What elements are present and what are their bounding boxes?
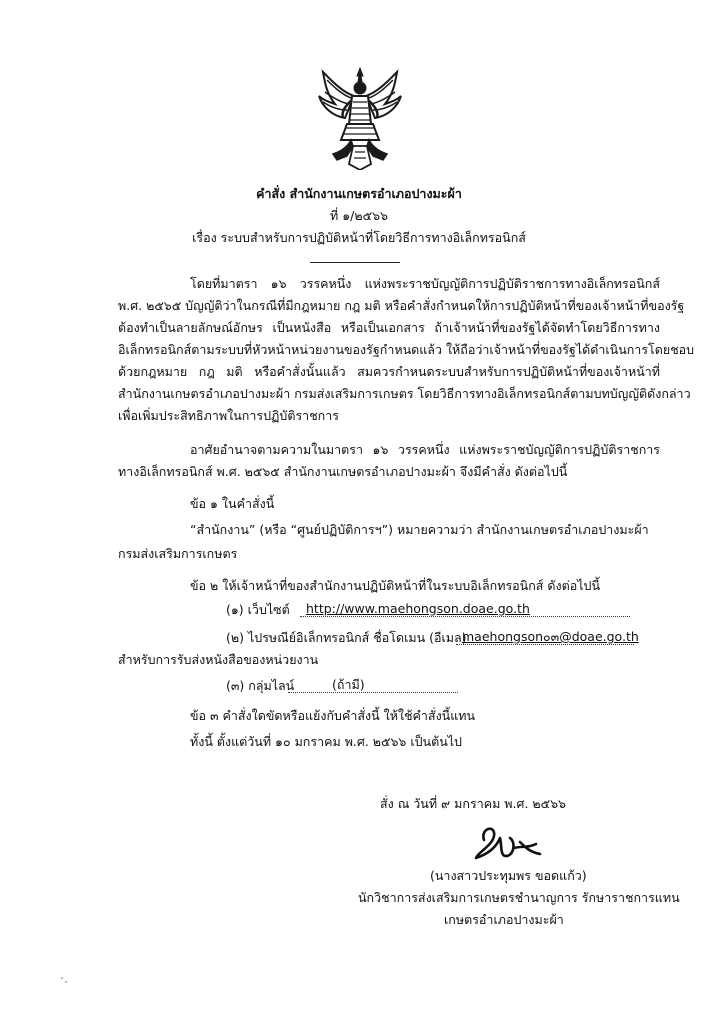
document-number: ที่ ๑/๒๕๖๖ bbox=[330, 208, 388, 223]
line-group-dotted-line bbox=[288, 692, 458, 693]
document-title: คำสั่ง สำนักงานเกษตรอำเภอปางมะผ้า bbox=[256, 186, 462, 201]
clause-1-title: ข้อ ๑ ในคำสั่งนี้ bbox=[190, 496, 275, 511]
signer-position-2: เกษตรอำเภอปางมะผ้า bbox=[444, 912, 564, 927]
email-label: (๒) ไปรษณีย์อิเล็กทรอนิกส์ ชื่อโดเมน (อีเมล) bbox=[226, 630, 467, 645]
document-subject: เรื่อง ระบบสำหรับการปฏิบัติหน้าที่โดยวิธีการทางอิเล็กทรอนิกส์ bbox=[192, 230, 526, 245]
paragraph-2-line: ทางอิเล็กทรอนิกส์ พ.ศ. ๒๕๖๕ สำนักงานเกษตรอำเภอปางมะผ้า จึงมีคำสั่ง ดังต่อไปนี้ bbox=[118, 464, 568, 479]
line-group-label: (๓) กลุ่มไลน์ bbox=[226, 678, 295, 693]
header-divider bbox=[310, 262, 400, 263]
website-label: (๑) เว็บไซต์ bbox=[226, 602, 290, 617]
clause-1-definition: “สำนักงาน” (หรือ “ศูนย์ปฏิบัติการฯ”) หมายความว่า สำนักงานเกษตรอำเภอปางมะผ้า bbox=[190, 522, 649, 537]
website-link[interactable]: http://www.maehongson.doae.go.th bbox=[306, 601, 530, 616]
email-purpose: สำหรับการรับส่งหนังสือของหน่วยงาน bbox=[118, 652, 319, 667]
clause-2-title: ข้อ ๒ ให้เจ้าหน้าที่ของสำนักงานปฏิบัติหน้าที่ในระบบอิเล็กทรอนิกส์ ดังต่อไปนี้ bbox=[190, 578, 600, 593]
paragraph-1-line: ด้วยกฎหมาย กฎ มติ หรือคำสั่งนั้นแล้ว สมควรกำหนดระบบสำหรับการปฏิบัติหน้าที่ของเจ้าหน้าที่ bbox=[118, 364, 660, 379]
paragraph-1-line: สำนักงานเกษตรอำเภอปางมะผ้า กรมส่งเสริมการเกษตร โดยวิธีการทางอิเล็กทรอนิกส์ตามบทบัญญัติดังกล่าว bbox=[118, 386, 691, 401]
paragraph-1-line: โดยที่มาตรา ๑๖ วรรคหนึ่ง แห่งพระราชบัญญัติการปฏิบัติราชการทางอิเล็กทรอนิกส์ bbox=[190, 276, 660, 291]
garuda-emblem-icon bbox=[317, 66, 403, 170]
paragraph-2-line: อาศัยอำนาจตามความในมาตรา ๑๖ วรรคหนึ่ง แห่งพระราชบัญญัติการปฏิบัติราชการ bbox=[190, 442, 660, 457]
signature-icon bbox=[470, 818, 550, 862]
paragraph-1-line: เพื่อเพิ่มประสิทธิภาพในการปฏิบัติราชการ bbox=[118, 408, 339, 423]
scan-speck bbox=[60, 975, 72, 987]
paragraph-1-line: พ.ศ. ๒๕๖๕ บัญญัติว่าในกรณีที่มีกฎหมาย กฎ มติ หรือคำสั่งกำหนดให้การปฏิบัติหน้าที่ของเจ้าหน้าที่ของรัฐ bbox=[118, 298, 685, 313]
order-date: สั่ง ณ วันที่ ๙ มกราคม พ.ศ. ๒๕๖๖ bbox=[380, 796, 566, 811]
email-link[interactable]: maehongson๐๓@doae.go.th bbox=[462, 629, 639, 644]
line-group-value: (ถ้ามี) bbox=[332, 677, 365, 692]
clause-1-definition-cont: กรมส่งเสริมการเกษตร bbox=[118, 546, 238, 561]
signer-position: นักวิชาการส่งเสริมการเกษตรชำนาญการ รักษาราชการแทน bbox=[358, 890, 680, 905]
paragraph-1-line: อิเล็กทรอนิกส์ตามระบบที่หัวหน้าหน่วยงานของรัฐกำหนดแล้ว ให้ถือว่าเจ้าหน้าที่ของรัฐได้ดำเนินการโดยชอบ bbox=[118, 342, 695, 357]
signer-name: (นางสาวประทุมพร ขอดแก้ว) bbox=[430, 868, 587, 883]
clause-3: ข้อ ๓ คำสั่งใดขัดหรือแย้งกับคำสั่งนี้ ให้ใช้คำสั่งนี้แทน bbox=[190, 708, 476, 723]
paragraph-1-line: ต้องทำเป็นลายลักษณ์อักษร เป็นหนังสือ หรือเป็นเอกสาร ถ้าเจ้าหน้าที่ของรัฐได้จัดทำโดยวิธีการทาง bbox=[118, 320, 660, 335]
effective-date: ทั้งนี้ ตั้งแต่วันที่ ๑๐ มกราคม พ.ศ. ๒๕๖๖ เป็นต้นไป bbox=[190, 734, 462, 749]
